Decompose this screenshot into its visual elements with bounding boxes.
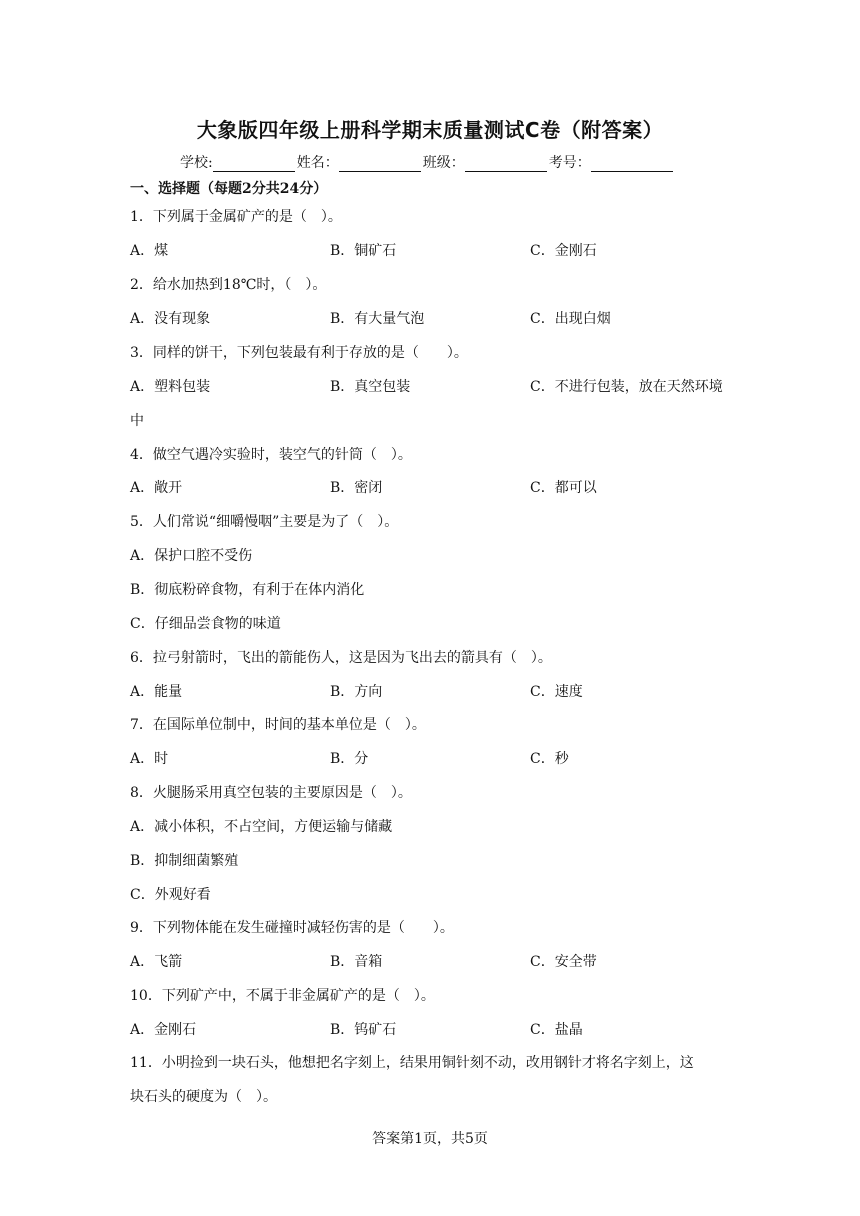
q7-option-b: B．分 — [330, 751, 369, 767]
q10-option-b: B．钨矿石 — [330, 1022, 397, 1038]
q7-option-a: A．时 — [130, 751, 169, 767]
page-footer: 答案第1页，共5页 — [372, 1131, 488, 1147]
question-6: 6．拉弓射箭时，飞出的箭能伤人，这是因为飞出去的箭具有（ ）。 — [130, 650, 552, 666]
name-label: 姓名： — [296, 155, 339, 171]
exam-no-label: 考号： — [548, 155, 591, 171]
q6-option-c: C．速度 — [530, 684, 583, 700]
q4-option-c: C．都可以 — [530, 480, 597, 496]
q4-option-a: A．敞开 — [130, 480, 183, 496]
q5-option-b: B．彻底粉碎食物，有利于在体内消化 — [130, 582, 365, 598]
q1-option-b: B．铜矿石 — [330, 243, 397, 259]
q8-option-a: A．减小体积，不占空间，方便运输与储藏 — [130, 819, 393, 835]
q5-option-c: C．仔细品尝食物的味道 — [130, 616, 281, 632]
q10-option-c: C．盐晶 — [530, 1022, 583, 1038]
class-label: 班级： — [422, 155, 465, 171]
q10-option-a: A．金刚石 — [130, 1022, 197, 1038]
q8-option-b: B．抑制细菌繁殖 — [130, 853, 239, 869]
q2-option-b: B．有大量气泡 — [330, 311, 425, 327]
question-1: 1．下列属于金属矿产的是（ ）。 — [130, 209, 342, 225]
q2-option-a: A．没有现象 — [130, 311, 211, 327]
student-info-line — [180, 152, 675, 172]
section-heading: 一、选择题（每题2分共24分） — [130, 181, 328, 197]
q5-option-a: A．保护口腔不受伤 — [130, 548, 253, 564]
q3-option-a: A．塑料包装 — [130, 379, 211, 395]
question-8: 8．火腿肠采用真空包装的主要原因是（ ）。 — [130, 785, 412, 801]
question-10: 10．下列矿产中，不属于非金属矿产的是（ ）。 — [130, 988, 435, 1004]
q6-option-a: A．能量 — [130, 684, 183, 700]
q1-option-a: A．煤 — [130, 243, 169, 259]
page-title: 大象版四年级上册科学期末质量测试C卷（附答案） — [196, 118, 664, 142]
question-5: 5．人们常说“细嚼慢咽”主要是为了（ ）。 — [130, 514, 399, 530]
question-3: 3．同样的饼干，下列包装最有利于存放的是（ ）。 — [130, 345, 468, 361]
question-7: 7．在国际单位制中，时间的基本单位是（ ）。 — [130, 717, 426, 733]
q3-option-b: B．真空包装 — [330, 379, 411, 395]
q1-option-c: C．金刚石 — [530, 243, 597, 259]
question-11-continued: 块石头的硬度为（ ）。 — [130, 1089, 277, 1105]
q3-option-c: C．不进行包装，放在天然环境 — [530, 379, 723, 395]
exam-no-blank[interactable] — [591, 157, 673, 172]
question-11: 11．小明捡到一块石头，他想把名字刻上，结果用铜针刻不动，改用钢针才将名字刻上，这 — [130, 1055, 694, 1071]
school-label: 学校: — [180, 155, 213, 171]
q4-option-b: B．密闭 — [330, 480, 383, 496]
question-4: 4．做空气遇冷实验时，装空气的针筒（ ）。 — [130, 447, 412, 463]
q2-option-c: C．出现白烟 — [530, 311, 611, 327]
q9-option-c: C．安全带 — [530, 954, 597, 970]
class-blank[interactable] — [465, 157, 547, 172]
q3-option-c-wrap: 中 — [130, 413, 144, 429]
q8-option-c: C．外观好看 — [130, 887, 211, 903]
name-blank[interactable] — [339, 157, 421, 172]
q6-option-b: B．方向 — [330, 684, 383, 700]
q9-option-a: A．飞箭 — [130, 954, 183, 970]
question-2: 2．给水加热到18℃时，（ ）。 — [130, 277, 327, 293]
q7-option-c: C．秒 — [530, 751, 569, 767]
q9-option-b: B．音箱 — [330, 954, 383, 970]
question-9: 9．下列物体能在发生碰撞时减轻伤害的是（ ）。 — [130, 920, 454, 936]
school-blank[interactable] — [213, 157, 295, 172]
